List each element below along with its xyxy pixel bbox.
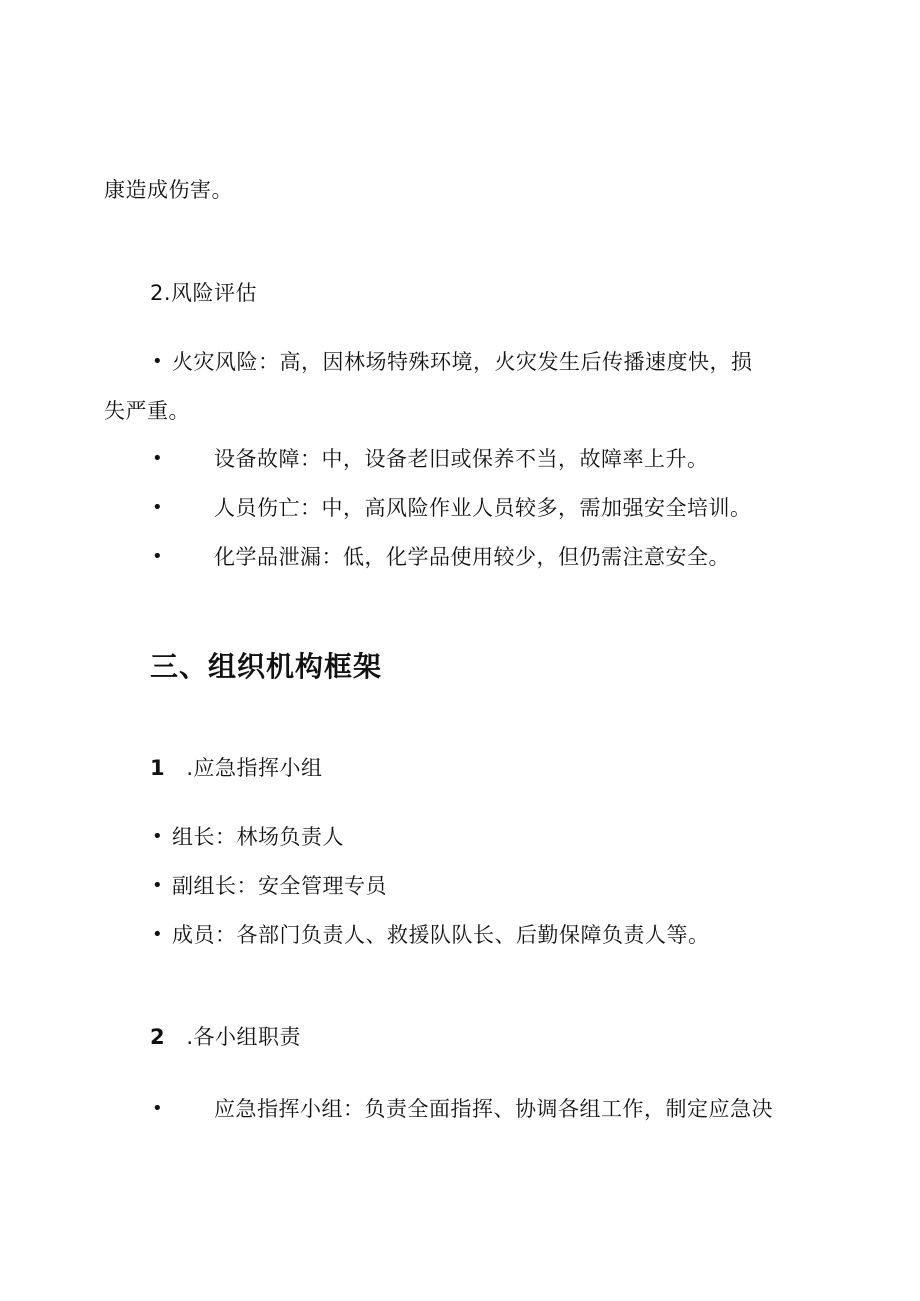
bullet-icon: • [152, 875, 163, 896]
risk-item-equipment: 设备故障：中，设备老旧或保养不当，故障率上升。 [214, 447, 709, 471]
duty-item-command: 应急指挥小组：负责全面指挥、协调各组工作，制定应急决 [214, 1097, 773, 1121]
section-heading-text: 2.风险评估 [150, 281, 258, 305]
group-item-members: 成员：各部门负责人、救援队队长、后勤保障负责人等。 [172, 923, 710, 947]
bullet-icon: • [152, 1098, 163, 1119]
risk-item-chemical: 化学品泄漏：低，化学品使用较少，但仍需注意安全。 [214, 545, 730, 569]
bullet-icon: • [152, 546, 163, 567]
continuation-line: 康造成伤害。 [104, 178, 233, 202]
subheading-group-duties [150, 1022, 301, 1052]
bullet-icon: • [152, 351, 163, 372]
risk-item-fire-line1: 火灾风险：高，因林场特殊环境，火灾发生后传播速度快，损 [172, 350, 753, 374]
subheading-text: .各小组职责 [186, 1025, 301, 1049]
group-item-deputy: 副组长：安全管理专员 [172, 874, 387, 898]
subheading-number: 1 [150, 756, 166, 780]
bullet-icon: • [152, 924, 163, 945]
subheading-command-group [150, 753, 323, 783]
bullet-icon: • [152, 497, 163, 518]
group-item-leader: 组长：林场负责人 [172, 825, 344, 849]
subheading-text: .应急指挥小组 [186, 756, 323, 780]
risk-item-casualty: 人员伤亡：中，高风险作业人员较多，需加强安全培训。 [214, 496, 752, 520]
section-heading-risk-assessment [150, 278, 257, 308]
section-title-organization: 三、组织机构框架 [150, 650, 383, 683]
bullet-icon: • [152, 448, 163, 469]
bullet-icon: • [152, 826, 163, 847]
subheading-number: 2 [150, 1025, 166, 1049]
risk-item-fire-line2: 失严重。 [104, 399, 190, 423]
